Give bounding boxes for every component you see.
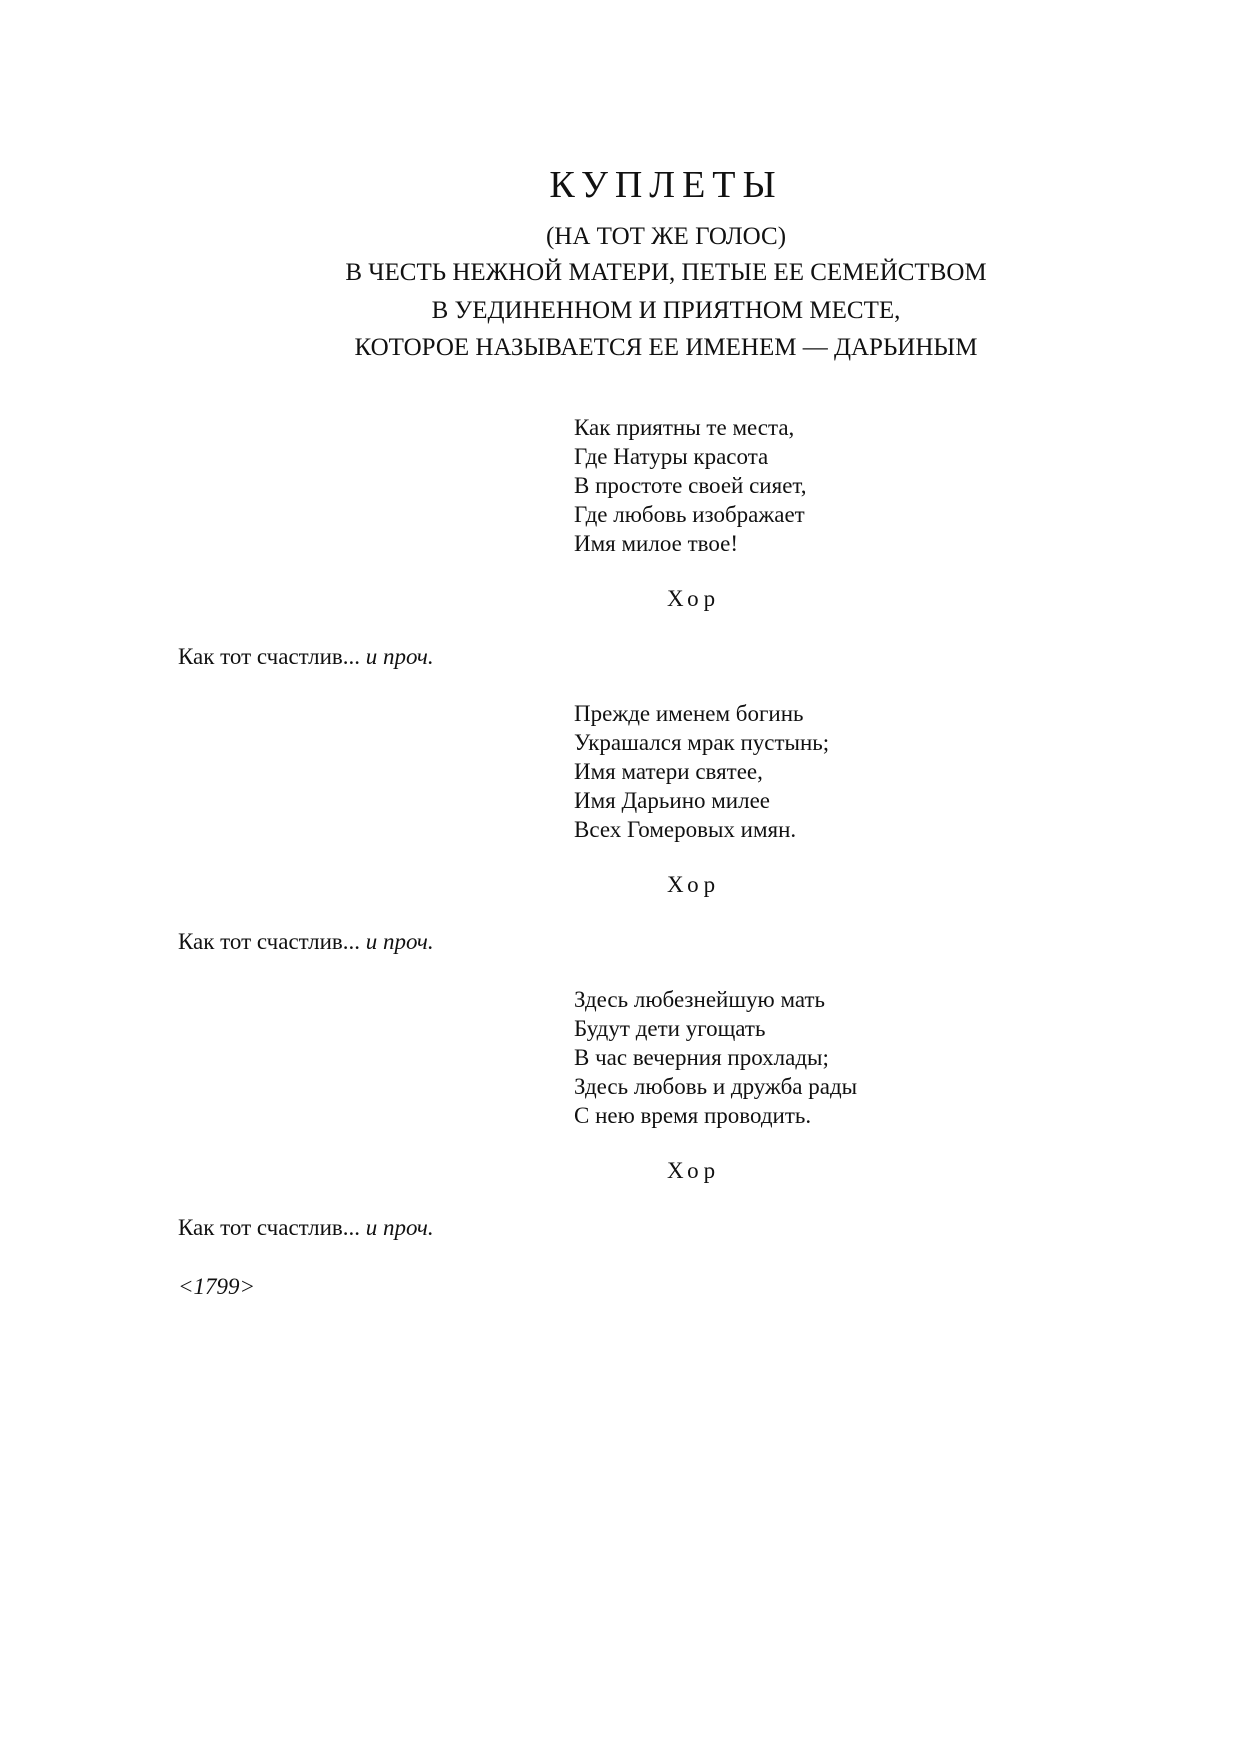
chorus-label-1: Хор — [667, 586, 721, 611]
subtitle-line-4: КОТОРОЕ НАЗЫВАЕТСЯ ЕЕ ИМЕНЕМ — ДАРЬИНЫМ — [354, 334, 978, 361]
subtitle-line-2: В ЧЕСТЬ НЕЖНОЙ МАТЕРИ, ПЕТЫЕ ЕЕ СЕМЕЙСТВОМ — [345, 259, 987, 286]
verse-line: В час вечерния прохлады; — [574, 1045, 829, 1070]
refrain-3 — [178, 1213, 434, 1242]
chorus-label-3: Хор — [667, 1158, 721, 1183]
verse-line: Здесь любезнейшую мать — [574, 987, 826, 1012]
verse-line: В простоте своей сияет, — [574, 473, 807, 498]
refrain-text: Как тот счастлив... — [178, 1215, 361, 1240]
poem-title: КУПЛЕТЫ — [549, 164, 783, 206]
verse-line: Где Натуры красота — [574, 444, 769, 469]
verse-line: С нею время проводить. — [574, 1103, 812, 1128]
verse-line: Имя милое твое! — [574, 531, 738, 556]
verse-line: Украшался мрак пустынь; — [574, 730, 830, 755]
stanza-3 — [574, 985, 857, 1130]
refrain-1 — [178, 642, 434, 671]
verse-line: Прежде именем богинь — [574, 701, 804, 726]
verse-line: Как приятны те места, — [574, 415, 795, 440]
verse-line: Имя Дарьино милее — [574, 788, 771, 813]
subtitle-line-1: (НА ТОТ ЖЕ ГОЛОС) — [545, 223, 787, 250]
refrain-text: Как тот счастлив... — [178, 644, 361, 669]
stanza-2 — [574, 699, 829, 844]
verse-line: Всех Гомеровых имян. — [574, 817, 797, 842]
verse-line: Где любовь изображает — [574, 502, 805, 527]
chorus-label-2: Хор — [667, 872, 721, 897]
refrain-etc: и проч. — [365, 1215, 434, 1240]
verse-line: Имя матери святее, — [574, 759, 763, 784]
refrain-etc: и проч. — [365, 644, 434, 669]
refrain-text: Как тот счастлив... — [178, 929, 361, 954]
refrain-etc: и проч. — [365, 929, 434, 954]
subtitle-line-3: В УЕДИНЕННОМ И ПРИЯТНОМ МЕСТЕ, — [431, 297, 901, 324]
date-note: <1799> — [178, 1274, 256, 1299]
refrain-2 — [178, 927, 434, 956]
verse-line: Будут дети угощать — [574, 1016, 766, 1041]
verse-line: Здесь любовь и дружба рады — [574, 1074, 858, 1099]
stanza-1 — [574, 413, 806, 558]
